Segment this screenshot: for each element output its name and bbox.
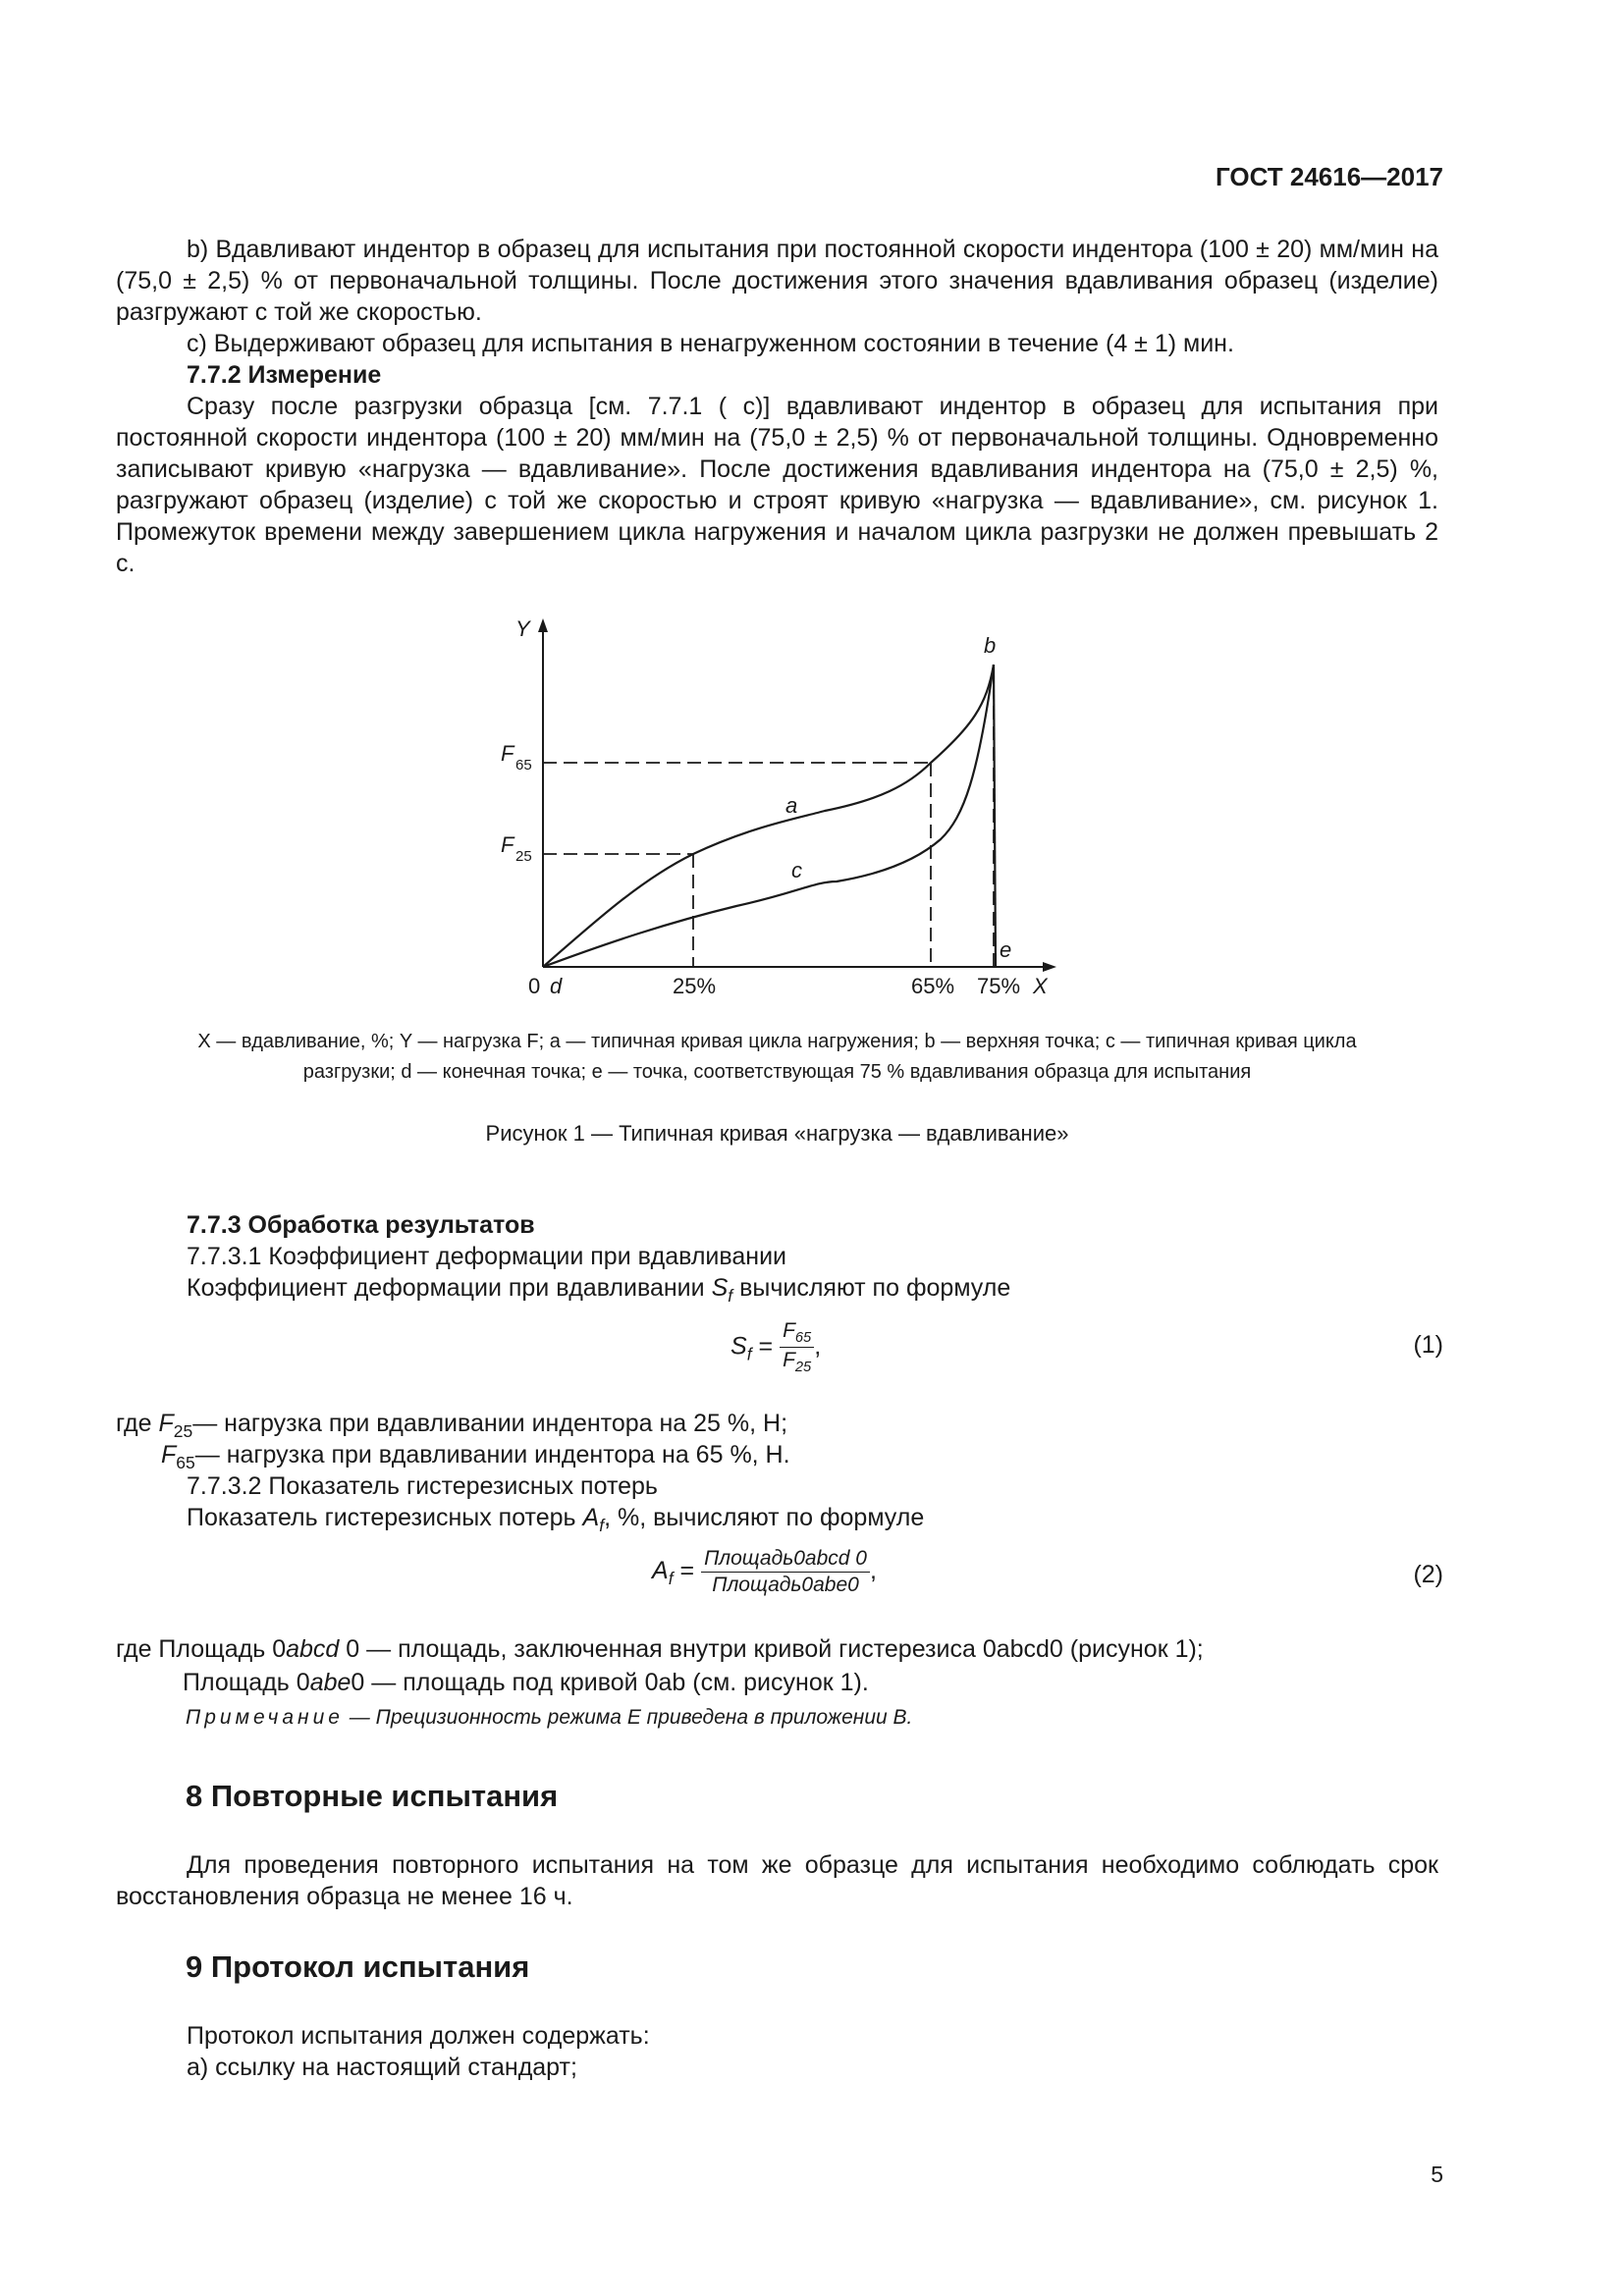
formula1-num-sub: 65 <box>794 1330 812 1347</box>
note <box>186 1706 912 1730</box>
formula-1-number: (1) <box>1413 1331 1443 1359</box>
heading-7-7-3-1: 7.7.3.1 Коэффициент деформации при вдавливании <box>187 1243 787 1270</box>
where-f65-sub: 65 <box>176 1453 195 1472</box>
where-f25-sub: 25 <box>173 1421 193 1441</box>
heading-7-7-3-2: 7.7.3.2 Показатель гистерезисных потерь <box>187 1472 658 1500</box>
sf-intro-text: Коэффициент деформации при вдавливании <box>187 1274 705 1302</box>
formula1-den-sub: 25 <box>794 1360 812 1376</box>
af-intro-text: Показатель гистерезисных потерь <box>187 1504 576 1531</box>
af-symbol-sub: f <box>599 1516 605 1535</box>
sf-tail-text: вычисляют по формуле <box>739 1274 1011 1302</box>
heading-7-7-2: 7.7.2 Измерение <box>187 361 382 389</box>
formula1-den: F <box>783 1349 795 1372</box>
x-axis-arrow <box>1043 962 1056 972</box>
where2-a-italic: abcd <box>286 1635 340 1663</box>
sf-symbol: S <box>711 1274 729 1302</box>
f25-label: F <box>501 832 514 857</box>
paragraph-7-7-2: Сразу после разгрузки образца [см. 7.7.1 ( c)] вдавливают индентор в образец для испытания при постоянной скорости индентора (100 ± 20) мм/мин на (75,0 ± 2,5) % от первоначальной толщины. Одновременно записывают кривую «нагрузка — вдавливание». После достижения вдавливания индентора на (75,0 ± 2,5) %, разгружают образец (изделие) с той же скоростью и строят кривую «нагрузка — вдавливание», см. рисунок 1. Промежуток времени между завершением цикла нагружения и началом цикла разгрузки не должен превышать 2 с. <box>116 393 1438 577</box>
point-b-label: b <box>984 633 997 658</box>
formula-2-number: (2) <box>1413 1561 1443 1588</box>
where2-b-post: 0 — площадь под кривой 0ab (см. рисунок 1). <box>351 1669 869 1696</box>
formula2-den: Площадь0abe0 <box>712 1574 859 1596</box>
where2-a-post: 0 — площадь, заключенная внутри кривой гистерезиса 0abcd0 (рисунок 1); <box>339 1635 1204 1663</box>
figure-caption: Рисунок 1 — Типичная кривая «нагрузка — вдавливание» <box>485 1121 1069 1146</box>
paragraph-b: b) Вдавливают индентор в образец для испытания при постоянной скорости индентора (100 ± 20) мм/мин на (75,0 ± 2,5) % от первоначальной толщины. После достижения этого значения вдавливания образец (изделие) разгружают с той же скоростью. <box>116 236 1438 326</box>
legend-line-1: X — вдавливание, %; Y — нагрузка F; a — типичная кривая цикла нагружения; b — верхняя точка; c — типичная кривая цикла <box>197 1031 1357 1052</box>
load-indentation-figure <box>471 609 1080 1001</box>
tick-65-label: 65% <box>911 974 955 998</box>
where2-b-italic: abe <box>309 1669 352 1696</box>
where2-a-pre: где Площадь 0 <box>116 1635 287 1663</box>
f65-subscript: 65 <box>515 757 532 774</box>
formula2-fraction <box>701 1547 870 1597</box>
where-lead: где <box>116 1410 152 1437</box>
paragraph-7-7-3-2 <box>116 1502 1438 1541</box>
y-axis-label: Y <box>515 616 530 641</box>
formula1-fraction <box>780 1319 814 1375</box>
formula1-num: F <box>783 1319 795 1342</box>
formula-1: $S_f$ = $\frac{F_{65}}{F_{25}}$ , <box>730 1319 822 1376</box>
tick-75-label: 75% <box>977 974 1021 998</box>
point-e-label: e <box>1000 937 1012 962</box>
document-header: ГОСТ 24616—2017 <box>1216 162 1443 191</box>
f25-subscript: 25 <box>515 848 532 865</box>
formula1-lhs-sub: f <box>746 1344 752 1364</box>
heading-7-7-3: 7.7.3 Обработка результатов <box>187 1211 535 1239</box>
where-f65-text: — нагрузка при вдавливании индентора на 65 %, Н. <box>194 1441 790 1468</box>
curve-a-label: a <box>785 793 798 818</box>
formula-2: $A_f$ = $\frac{\text{Площадь0abcd 0}}{\text{Площадь0abe0}}$ , <box>652 1547 877 1596</box>
point-d-label: d <box>550 974 563 998</box>
list-item-a: a) ссылку на настоящий стандарт; <box>187 2054 577 2081</box>
formula2-lhs: A <box>652 1557 669 1585</box>
paragraph-c: c) Выдерживают образец для испытания в ненагруженном состоянии в течение (4 ± 1) мин. <box>187 330 1234 357</box>
x-axis-label: X <box>1033 974 1048 998</box>
page-number: 5 <box>1431 2162 1443 2187</box>
af-symbol: A <box>582 1504 600 1531</box>
figure-legend <box>116 1027 1438 1088</box>
tick-25-label: 25% <box>673 974 717 998</box>
af-tail-text: , %, вычисляют по формуле <box>604 1504 925 1531</box>
formula1-lhs: S <box>730 1332 747 1361</box>
curve-c-label: c <box>791 858 802 882</box>
y-axis-arrow <box>538 618 548 632</box>
where-2-line-b <box>183 1667 1439 1698</box>
paragraph-section-8: Для проведения повторного испытания на том же образце для испытания необходимо соблюдать срок восстановления образца не менее 16 ч. <box>116 1851 1438 1910</box>
note-text: — Прецизионность режима Е приведена в приложении В. <box>349 1706 913 1729</box>
heading-section-8: 8 Повторные испытания <box>186 1779 559 1813</box>
where-2-line-a <box>116 1633 1438 1665</box>
paragraph-section-9: Протокол испытания должен содержать: <box>187 2022 650 2050</box>
heading-section-9: 9 Протокол испытания <box>186 1949 530 1984</box>
formula2-lhs-sub: f <box>668 1569 674 1589</box>
where2-b-pre: Площадь 0 <box>183 1669 310 1696</box>
loading-curve-a <box>543 665 994 967</box>
formula2-num: Площадь0abcd 0 <box>701 1547 870 1573</box>
paragraph-7-7-3-1 <box>116 1272 1438 1311</box>
legend-line-2: разгрузки; d — конечная точка; e — точка, соответствующая 75 % вдавливания образца для испытания <box>302 1061 1252 1083</box>
where-f25-text: — нагрузка при вдавливании индентора на 25 %, Н; <box>192 1410 788 1437</box>
where-f25-symbol: F <box>158 1410 174 1437</box>
note-label: Примечание <box>186 1706 344 1729</box>
origin-label: 0 <box>528 974 541 998</box>
unloading-curve-c <box>543 665 994 967</box>
f65-label: F <box>501 741 514 766</box>
where-f65-symbol: F <box>161 1441 177 1468</box>
sf-symbol-sub: f <box>728 1286 733 1306</box>
